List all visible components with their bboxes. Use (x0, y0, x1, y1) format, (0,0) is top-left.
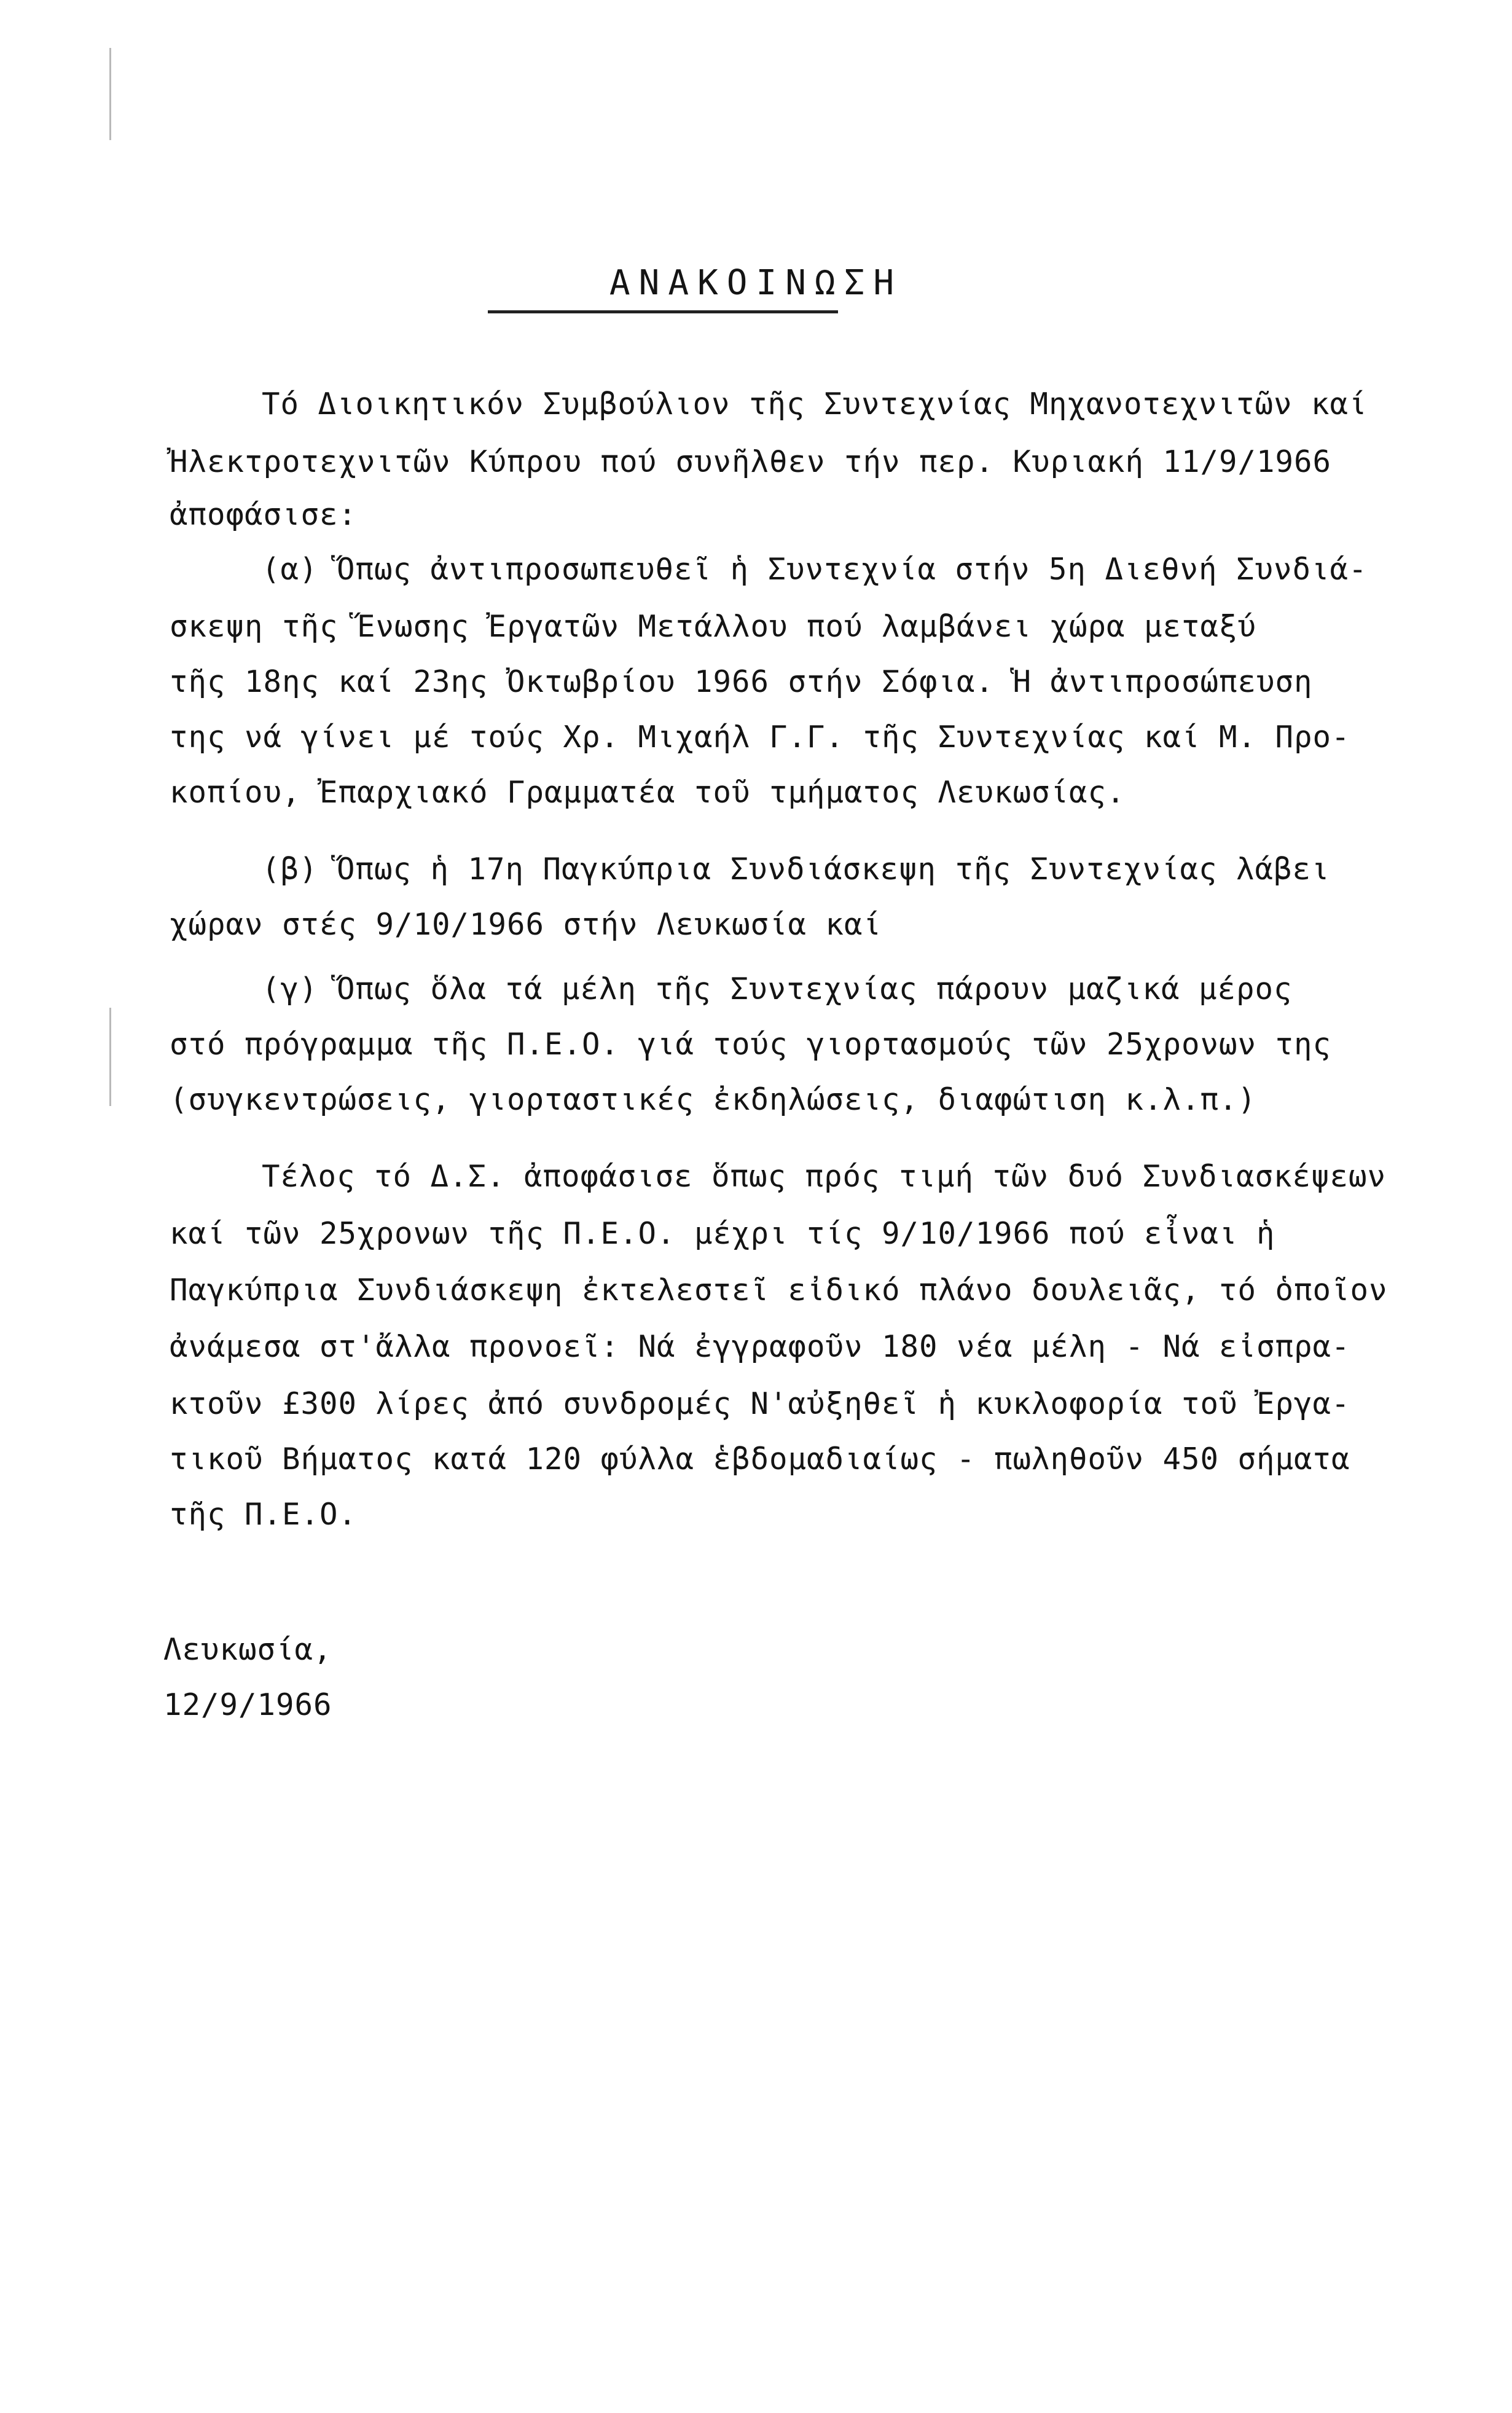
text-line: στό πρόγραμμα τῆς Π.Ε.Ο. γιά τούς γιορτασμούς τῶν 25χρονων της (170, 1027, 1332, 1062)
text-line: Παγκύπρια Συνδιάσκεψη ἐκτελεστεῖ εἰδικό πλάνο δουλειᾶς, τό ὁποῖον (170, 1273, 1388, 1308)
text-line: κτοῦν £300 λίρες ἀπό συνδρομές Ν'αὐξηθεῖ ἡ κυκλοφορία τοῦ Ἐργα- (170, 1386, 1350, 1421)
text-line: τῆς 18ης καί 23ης Ὀκτωβρίου 1966 στήν Σόφια. Ἡ ἀντιπροσώπευση (170, 664, 1313, 699)
margin-mark-top (109, 48, 111, 140)
text-line: τικοῦ Βήματος κατά 120 φύλλα ἑβδομαδιαίως - πωληθοῦν 450 σήματα (170, 1442, 1350, 1477)
text-line: Ἠλεκτροτεχνιτῶν Κύπρου πού συνῆλθεν τήν περ. Κυριακή 11/9/1966 (170, 444, 1332, 479)
text-line: (β) Ὅπως ἡ 17η Παγκύπρια Συνδιάσκεψη τῆς Συντεχνίας λάβει (262, 852, 1330, 887)
text-line: ἀνάμεσα στ'ἄλλα προνοεῖ: Νά ἐγγραφοῦν 180 νέα μέλη - Νά εἰσπρα- (170, 1329, 1350, 1364)
margin-mark-middle (109, 1008, 111, 1106)
document-title: ΑΝΑΚΟΙΝΩΣΗ (609, 263, 903, 303)
closing-place: Λευκωσία, (163, 1632, 332, 1667)
text-line: χώραν στές 9/10/1966 στήν Λευκωσία καί (170, 907, 882, 942)
text-line: κοπίου, Ἐπαρχιακό Γραμματέα τοῦ τμήματος Λευκωσίας. (170, 775, 1126, 810)
text-line: ἀποφάσισε: (170, 497, 358, 532)
text-line: της νά γίνει μέ τούς Χρ. Μιχαήλ Γ.Γ. τῆς Συντεχνίας καί Μ. Προ- (170, 720, 1350, 755)
text-line: (συγκεντρώσεις, γιορταστικές ἐκδηλώσεις, διαφώτιση κ.λ.π.) (170, 1082, 1257, 1117)
text-line: καί τῶν 25χρονων τῆς Π.Ε.Ο. μέχρι τίς 9/10/1966 πού εἶναι ἡ (170, 1216, 1275, 1251)
closing-date: 12/9/1966 (163, 1687, 332, 1722)
text-line: (γ) Ὅπως ὅλα τά μέλη τῆς Συντεχνίας πάρουν μαζικά μέρος (262, 971, 1293, 1006)
text-line: Τό Διοικητικόν Συμβούλιον τῆς Συντεχνίας Μηχανοτεχνιτῶν καί (262, 386, 1368, 422)
text-line: Τέλος τό Δ.Σ. ἀποφάσισε ὅπως πρός τιμή τῶν δυό Συνδιασκέψεων (262, 1159, 1387, 1194)
text-line: τῆς Π.Ε.Ο. (170, 1497, 358, 1532)
text-line: (α) Ὅπως ἀντιπροσωπευθεῖ ἡ Συντεχνία στήν 5η Διεθνή Συνδιά- (262, 552, 1368, 587)
title-underline (488, 310, 838, 313)
text-line: σκεψη τῆς Ἕνωσης Ἐργατῶν Μετάλλου πού λαμβάνει χώρα μεταξύ (170, 609, 1257, 644)
